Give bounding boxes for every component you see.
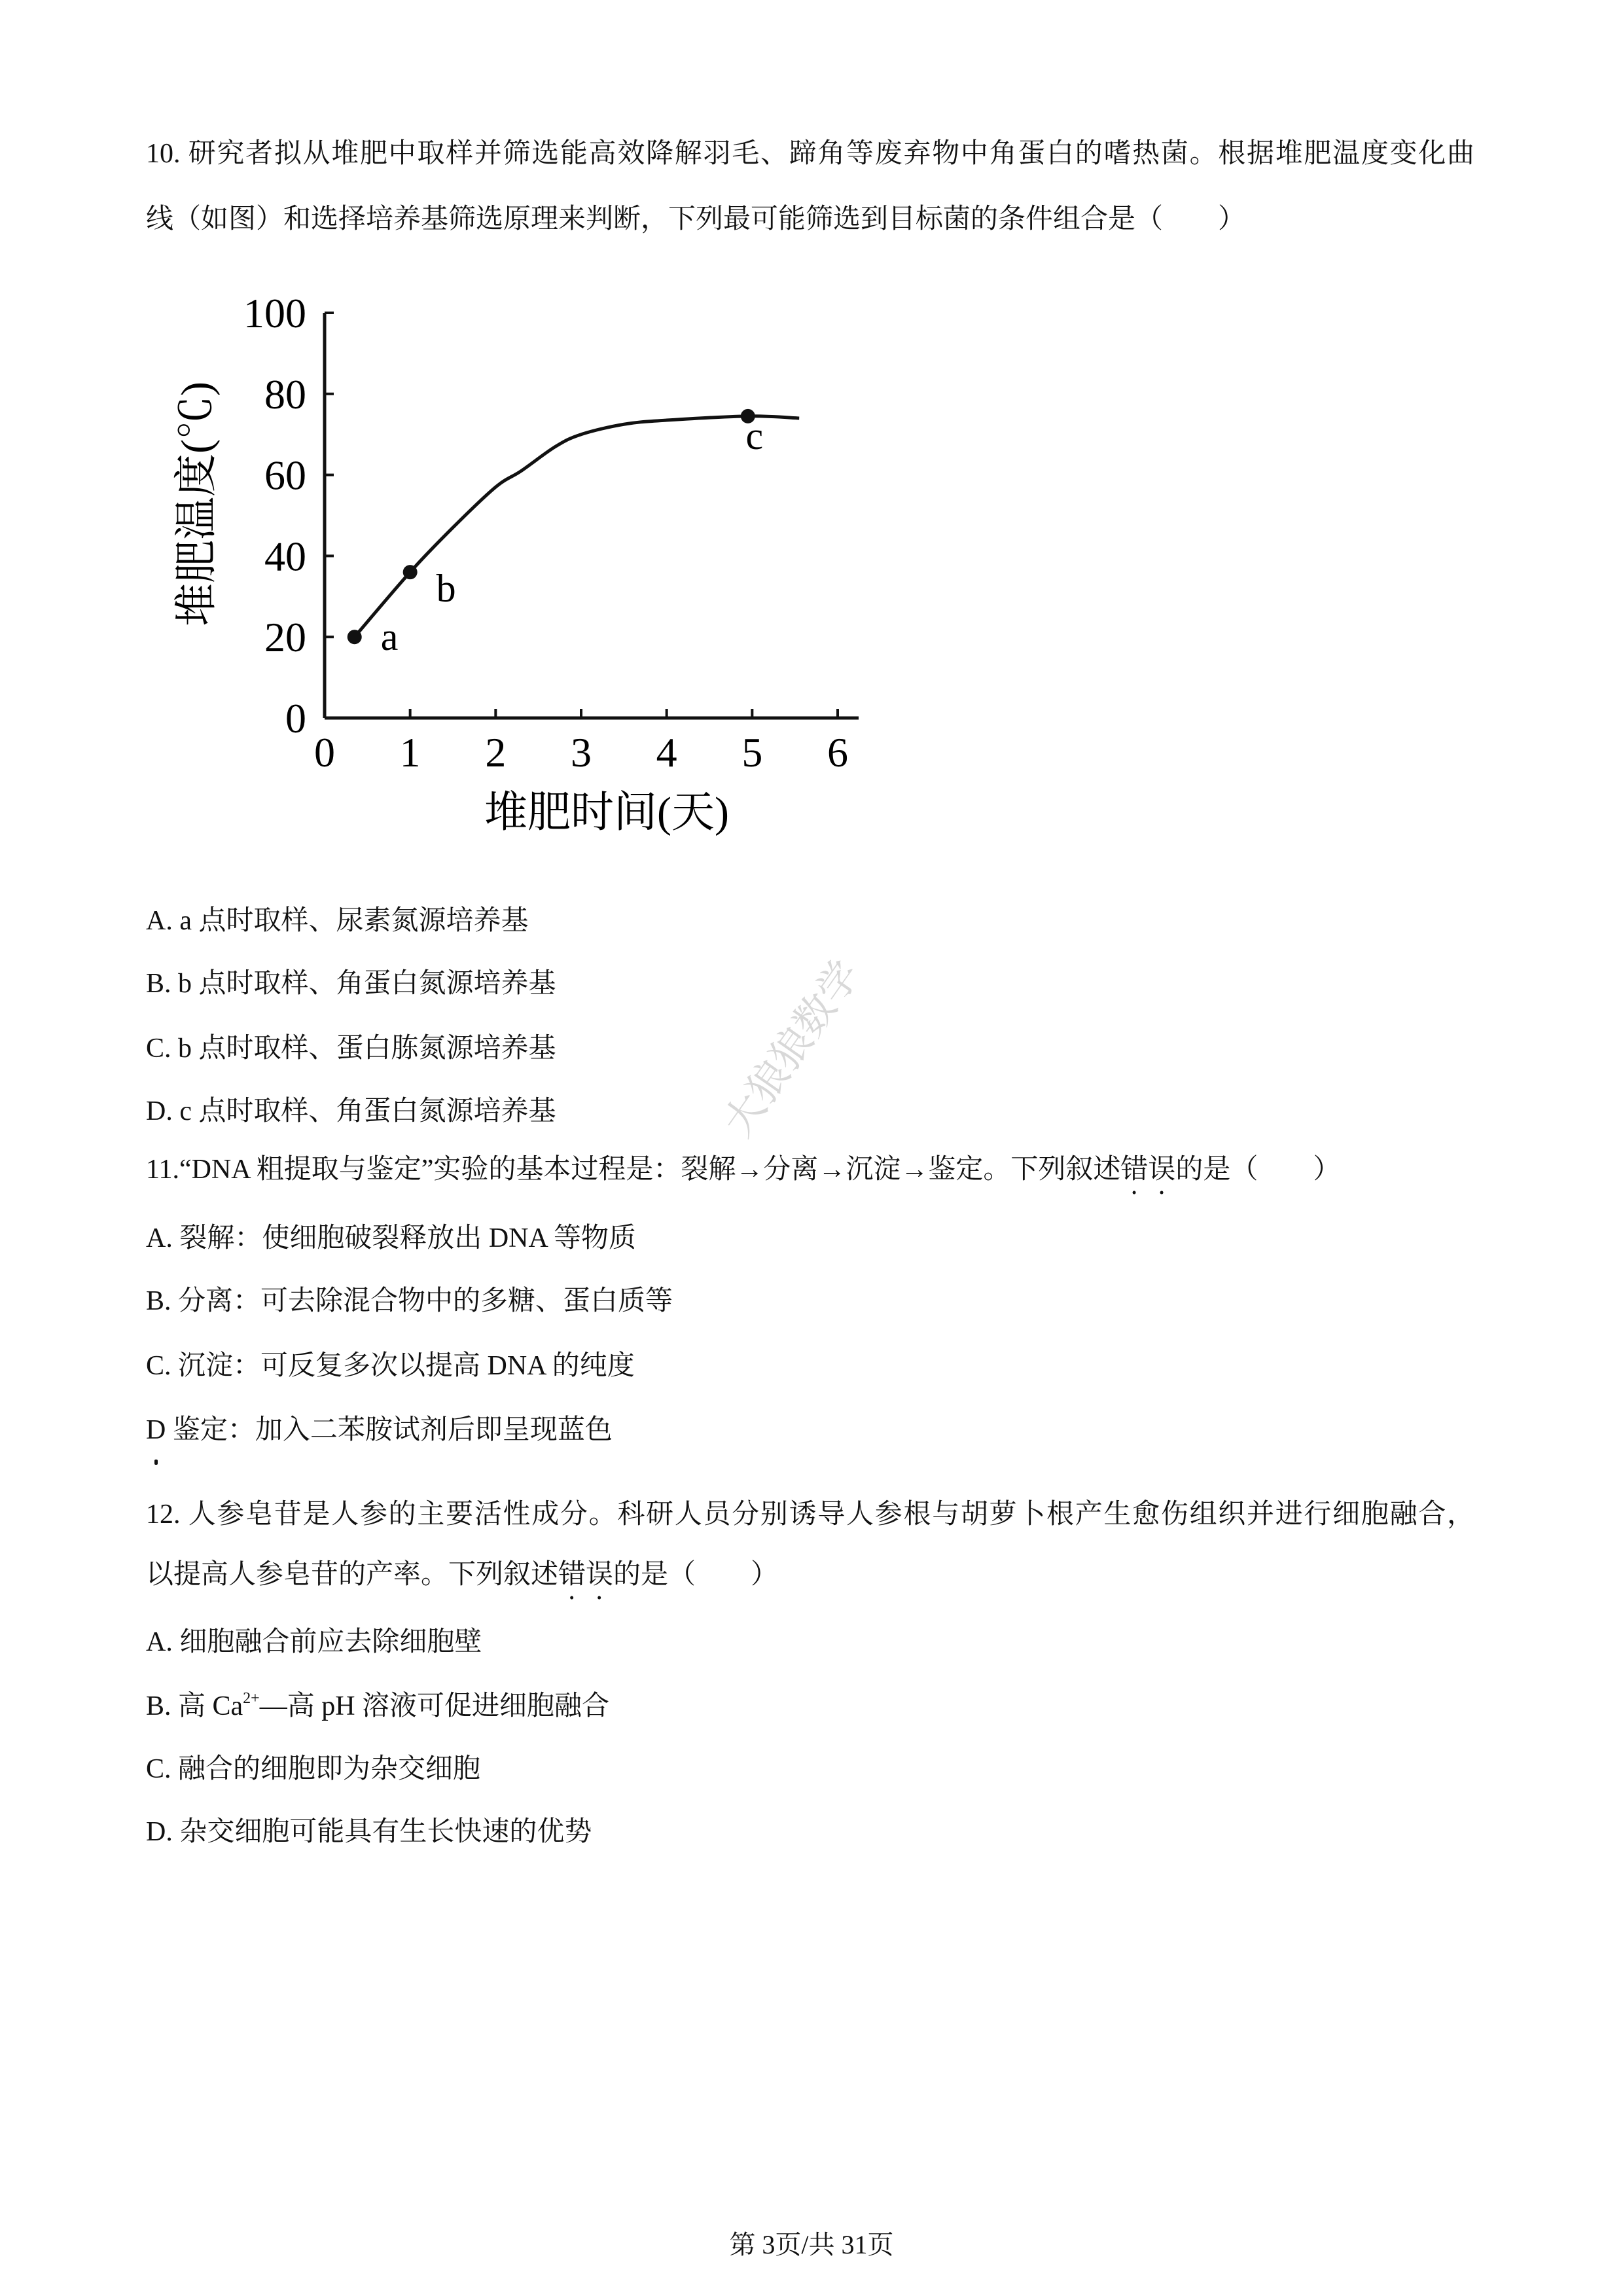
q10-stem-line2: 线（如图）和选择培养基筛选原理来判断，下列最可能筛选到目标菌的条件组合是（ ） <box>146 204 1246 234</box>
data-point-a <box>348 630 362 644</box>
q12-option-d: D. 杂交细胞可能具有生长快速的优势 <box>146 1817 592 1847</box>
q12-stem-post: 的是（ ） <box>613 1560 779 1590</box>
q12-option-a: A. 细胞融合前应去除细胞壁 <box>146 1627 482 1657</box>
q12-stem-line2 <box>146 1556 778 1605</box>
q12-stem-emphasis: 错误 <box>558 1560 614 1590</box>
q11-stem-pre: 11.“DNA 粗提取与鉴定”实验的基本过程是：裂解→分离→沉淀→鉴定。下列叙述 <box>146 1155 1121 1185</box>
y-tick-label: 0 <box>285 695 306 742</box>
q11-stem <box>146 1151 1340 1200</box>
page-footer: 第 3页/共 31页 <box>729 2230 894 2259</box>
emphasis-dot <box>154 1460 158 1465</box>
y-tick-label: 20 <box>264 614 306 661</box>
x-axis-title: 堆肥时间(天) <box>484 789 729 836</box>
q11-option-a: A. 裂解：使细胞破裂释放出 DNA 等物质 <box>146 1223 637 1253</box>
q10-option-d: D. c 点时取样、角蛋白氮源培养基 <box>146 1096 556 1126</box>
q12-option-c: C. 融合的细胞即为杂交细胞 <box>146 1754 481 1784</box>
y-tick-label: 80 <box>264 370 306 418</box>
y-axis-title: 堆肥温度(℃) <box>173 382 221 626</box>
x-tick-label: 5 <box>741 729 763 776</box>
data-point-label-b: b <box>436 567 456 611</box>
data-point-b <box>403 565 418 579</box>
q11-stem-post: 的是（ ） <box>1175 1155 1341 1185</box>
q12-stem-pre: 以提高人参皂苷的产率。下列叙述 <box>146 1560 559 1590</box>
q11-option-d: D 鉴定：加入二苯胺试剂后即呈现蓝色 <box>146 1415 613 1445</box>
q10-option-c: C. b 点时取样、蛋白胨氮源培养基 <box>146 1033 556 1064</box>
x-tick-label: 0 <box>314 729 335 776</box>
watermark: 大狼狼数学 <box>715 952 869 1145</box>
temperature-curve <box>355 416 799 637</box>
q12-stem-line1: 12. 人参皂苷是人参的主要活性成分。科研人员分别诱导人参根与胡萝卜根产生愈伤组织并进行细胞融合， <box>146 1499 1474 1530</box>
q12-option-b <box>146 1688 609 1725</box>
q10-option-b: B. b 点时取样、角蛋白氮源培养基 <box>146 969 556 999</box>
x-tick-label: 2 <box>485 729 507 776</box>
q10-stem-line1: 10. 研究者拟从堆肥中取样并筛选能高效降解羽毛、蹄角等废弃物中角蛋白的嗜热菌。根据堆肥温度变化曲 <box>146 139 1474 169</box>
q11-option-c: C. 沉淀：可反复多次以提高 DNA 的纯度 <box>146 1351 635 1381</box>
x-tick-label: 6 <box>827 729 848 776</box>
q10-option-a: A. a 点时取样、尿素氮源培养基 <box>146 906 529 936</box>
q11-stem-emphasis: 错误 <box>1120 1155 1176 1185</box>
q11-option-b: B. 分离：可去除混合物中的多糖、蛋白质等 <box>146 1286 673 1316</box>
x-tick-label: 1 <box>399 729 421 776</box>
q12-option-b-superscript: 2+ <box>243 1690 260 1707</box>
data-point-label-a: a <box>380 615 399 659</box>
x-tick-label: 3 <box>571 729 592 776</box>
q12-option-b-post: —高 pH 溶液可促进细胞融合 <box>259 1691 610 1721</box>
y-tick-label: 60 <box>264 452 306 499</box>
compost-temperature-chart <box>0 0 1623 864</box>
x-tick-label: 4 <box>656 729 677 776</box>
q12-option-b-pre: B. 高 Ca <box>146 1691 243 1721</box>
y-tick-label: 100 <box>243 290 306 336</box>
data-point-label-c: c <box>745 414 764 457</box>
y-tick-label: 40 <box>264 533 306 580</box>
